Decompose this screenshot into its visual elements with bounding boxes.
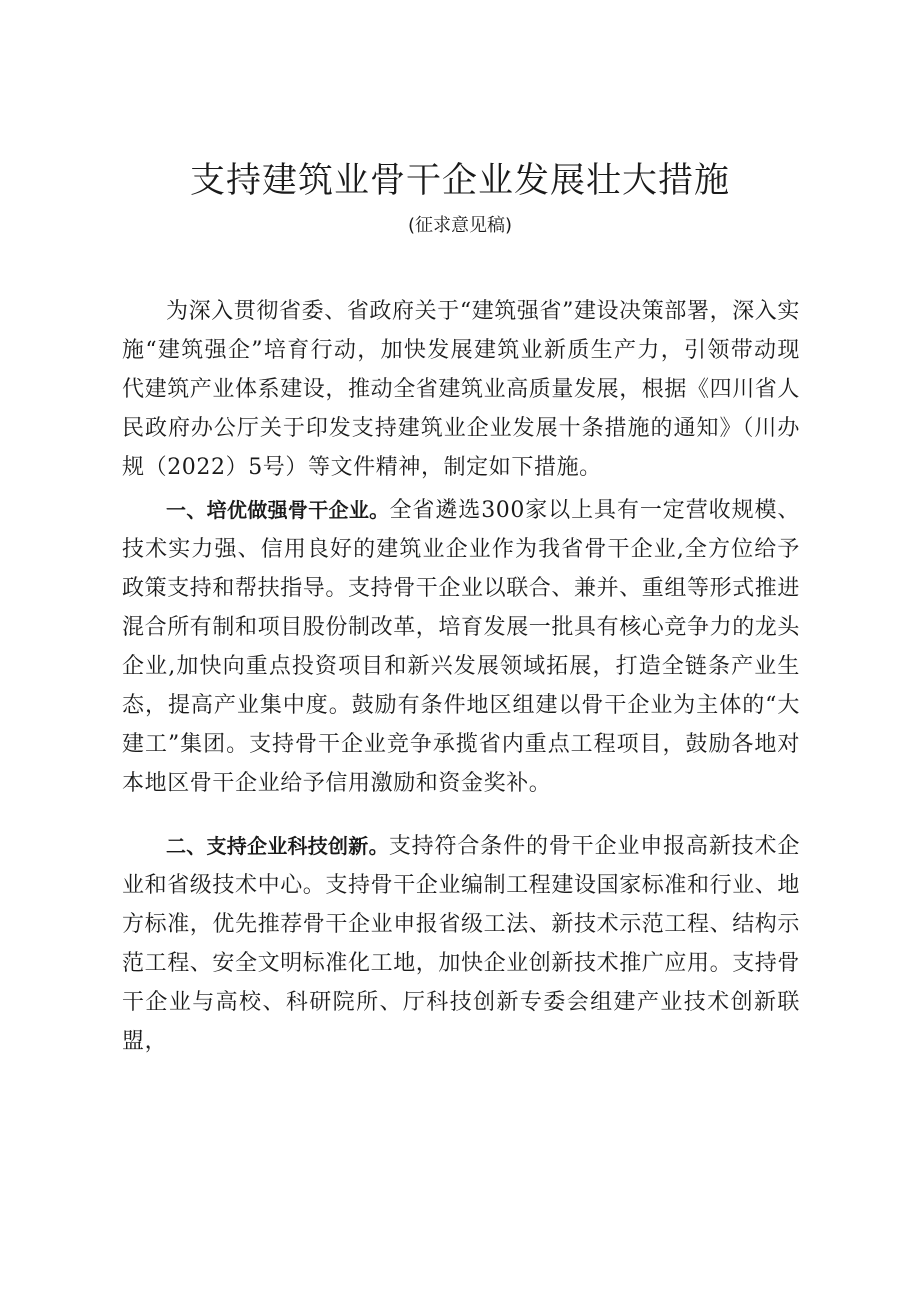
document-subtitle: (征求意见稿) <box>407 215 513 236</box>
document-title: 支持建筑业骨干企业发展壮大措施 <box>189 161 730 201</box>
intro-paragraph: 为深入贯彻省委、省政府关于“建筑强省”建设决策部署，深入实施“建筑强企”培育行动，加快发展建筑业新质生产力，引领带动现代建筑产业体系建设，推动全省建筑业高质量发展，根据《四川省人民政府办公厅关于印发支持建筑业企业发展十条措施的通知》（川办规（2022）5号）等文件精神，制定如下措施。 <box>122 299 801 480</box>
document-body <box>122 292 800 1061</box>
section-text-1: 全省遴选300家以上具有一定营收规模、技术实力强、信用良好的建筑业企业作为我省骨干企业,全方位给予政策支持和帮扶指导。支持骨干企业以联合、兼并、重组等形式推进混合所有制和项目股份制改革，培育发展一批具有核心竞争力的龙头企业,加快向重点投资项目和新兴发展领域拓展，打造全链条产业生态，提高产业集中度。鼓励有条件地区组建以骨干企业为主体的“大建工”集团。支持骨干企业竞争承揽省内重点工程项目，鼓励各地对本地区骨干企业给予信用激励和资金奖补。 <box>122 498 801 796</box>
section-heading-2: 二、支持企业科技创新。 <box>166 834 389 858</box>
section-paragraph-2 <box>122 827 800 1061</box>
section-paragraph-1 <box>122 491 800 803</box>
section-text-2: 支持符合条件的骨干企业申报高新技术企业和省级技术中心。支持骨干企业编制工程建设国家标准和行业、地方标准，优先推荐骨干企业申报省级工法、新技术示范工程、结构示范工程、安全文明标准化工地，加快企业创新技术推广应用。支持骨干企业与高校、科研院所、厅科技创新专委会组建产业技术创新联盟， <box>122 834 801 1054</box>
section-heading-1: 一、培优做强骨干企业。 <box>166 498 390 522</box>
